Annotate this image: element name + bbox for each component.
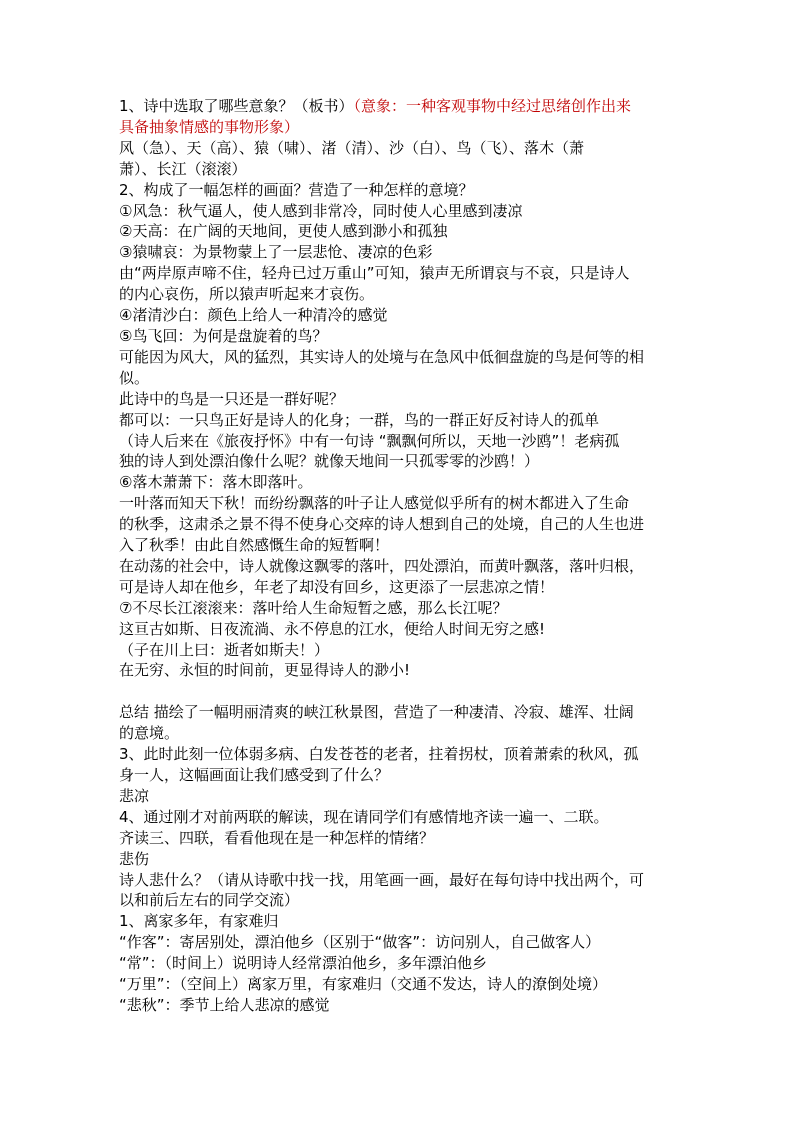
text-line: 入了秋季！由此自然感慨生命的短暂啊！ xyxy=(119,536,390,555)
text-line: 独的诗人到处漂泊像什么呢？就像天地间一只孤零零的沙鸥！） xyxy=(119,452,540,471)
summary-section xyxy=(119,702,679,1016)
text-line: 一叶落而知天下秋！而纷纷飘落的叶子让人感觉似乎所有的树木都进入了生命 xyxy=(119,494,630,513)
text-line: 可能因为风大，风的猛烈，其实诗人的处境与在急风中低徊盘旋的鸟是何等的相 xyxy=(119,347,645,366)
text-line: “悲秋”：季节上给人悲凉的感觉 xyxy=(119,995,330,1014)
text-line: 都可以：一只鸟正好是诗人的化身；一群，鸟的一群正好反衬诗人的孤单 xyxy=(119,410,600,429)
text-line: 此诗中的鸟是一只还是一群好呢？ xyxy=(119,389,345,408)
text-line: ⑦不尽长江滚滚来：落叶给人生命短暂之感，那么长江呢？ xyxy=(119,598,508,617)
text-line: 在无穷、永恒的时间前，更显得诗人的渺小! xyxy=(119,661,411,680)
text-line: ④渚清沙白：颜色上给人一种清冷的感觉 xyxy=(119,306,388,325)
text-line: 由“两岸原声啼不住，轻舟已过万重山”可知，猿声无所谓哀与不哀，只是诗人 xyxy=(119,264,630,283)
text-line: （诗人后来在《旅夜抒怀》中有一句诗 “飘飘何所以，天地一沙鸥”！老病孤 xyxy=(119,431,620,450)
text-line: ⑥落木萧萧下：落木即落叶。 xyxy=(119,473,313,492)
question-1-text: 1、诗中选取了哪些意象？（板书） xyxy=(119,97,354,115)
text-line: “万里”：（空间上）离家万里，有家难归（交通不发达，诗人的潦倒处境） xyxy=(119,975,608,994)
text-line: ③猿啸哀：为景物蒙上了一层悲怆、凄凉的色彩 xyxy=(119,243,433,262)
text-line: 身一人，这幅画面让我们感受到了什么？ xyxy=(119,765,390,784)
text-line: （子在川上曰：逝者如斯夫！） xyxy=(119,640,330,659)
text-line: 以和前后左右的同学交流） xyxy=(119,891,300,910)
text-line: 萧）、长江（滚滚） xyxy=(119,159,247,178)
text-line: ⑤鸟飞回：为何是盘旋着的鸟？ xyxy=(119,326,328,345)
text-line: 悲凉 xyxy=(119,786,150,805)
text-line: ②天高：在广阔的天地间，更使人感到渺小和孤独 xyxy=(119,222,448,241)
document-page xyxy=(119,96,679,1016)
question-1-line1 xyxy=(119,96,679,117)
text-line: 的意境。 xyxy=(119,724,180,743)
text-line: 4、通过刚才对前两联的解读，现在请同学们有感情地齐读一遍一、二联。 xyxy=(119,807,609,826)
text-line: 3、此时此刻一位体弱多病、白发苍苍的老者，拄着拐杖，顶着萧索的秋风，孤 xyxy=(119,745,639,764)
text-line: 齐读三、四联，看看他现在是一种怎样的情绪？ xyxy=(119,828,435,847)
text-line: 这亘古如斯、日夜流淌、永不停息的江水，便给人时间无穷之感! xyxy=(119,619,546,638)
text-line: “作客”：寄居别处，漂泊他乡（区别于“做客”：访问别人，自己做客人） xyxy=(119,933,601,952)
text-line: 风（急）、天（高）、猿（啸）、渚（清）、沙（白）、鸟（飞）、落木（萧 xyxy=(119,138,585,157)
text-line: 总结 描绘了一幅明丽清爽的峡江秋景图，营造了一种凄清、冷寂、雄浑、壮阔 xyxy=(119,703,634,722)
analysis-section xyxy=(119,138,679,682)
text-line: 似。 xyxy=(119,368,150,387)
text-line: 的内心哀伤，所以猿声听起来才哀伤。 xyxy=(119,285,375,304)
blank-line xyxy=(119,681,679,702)
text-line: 在动荡的社会中，诗人就像这飘零的落叶，四处漂泊，而黄叶飘落，落叶归根， xyxy=(119,556,645,575)
imagery-definition-note-cont: 具备抽象情感的事物形象） xyxy=(119,117,300,136)
imagery-definition-note: （意象：一种客观事物中经过思绪创作出来 xyxy=(353,97,632,115)
text-line: 诗人悲什么？（请从诗歌中找一找，用笔画一画，最好在每句诗中找出两个，可 xyxy=(119,870,645,889)
text-line: ①风急：秋气逼人，使人感到非常冷，同时使人心里感到凄凉 xyxy=(119,201,523,220)
text-line: 2、构成了一幅怎样的画面？营造了一种怎样的意境？ xyxy=(119,180,474,199)
text-line: “常”：（时间上）说明诗人经常漂泊他乡，多年漂泊他乡 xyxy=(119,954,488,973)
text-line: 可是诗人却在他乡，年老了却没有回乡，这更添了一层悲凉之情！ xyxy=(119,577,555,596)
text-line: 1、离家多年，有家难归 xyxy=(119,912,279,931)
text-line: 悲伤 xyxy=(119,849,150,868)
text-line: 的秋季，这肃杀之景不得不使身心交瘁的诗人想到自己的处境，自己的人生也进 xyxy=(119,515,645,534)
